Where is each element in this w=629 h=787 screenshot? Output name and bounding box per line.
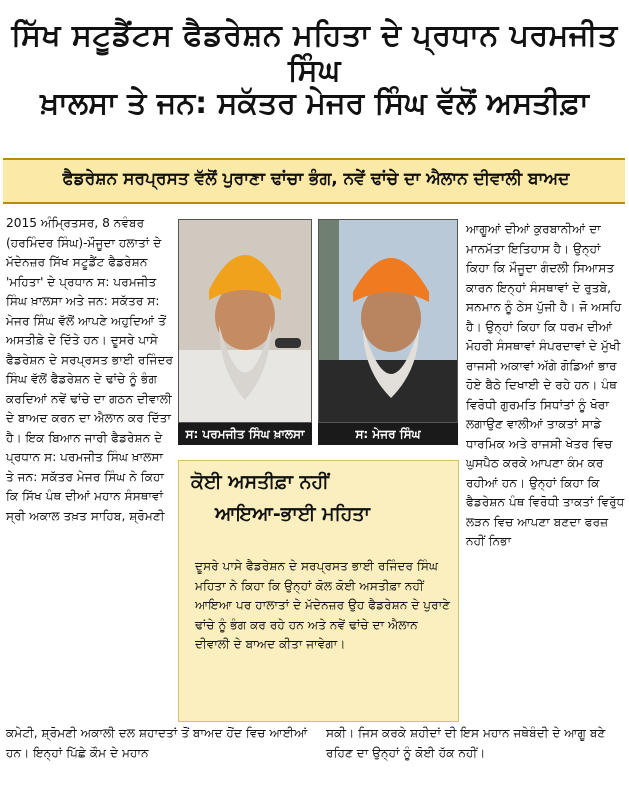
photo-caption-2: ਸ: ਮੇਜਰ ਸਿੰਘ (318, 423, 458, 445)
photo-caption-1: ਸ: ਪਰਮਜੀਤ ਸਿੰਘ ਖ਼ਾਲਸਾ (178, 423, 312, 445)
subheadline-bar (3, 158, 625, 204)
subheadline: ਫੈਡਰੇਸ਼ਨ ਸਰਪ੍ਰਸਤ ਵੱਲੋਂ ਪੁਰਾਣਾ ਢਾਂਚਾ ਭੰਗ, ਨਵੇਂ ਢਾਂਚੇ ਦਾ ਐਲਾਨ ਦੀਵਾਲੀ ਬਾਅਦ (62, 169, 570, 189)
headline (0, 0, 629, 152)
headline-line-1: ਸਿੱਖ ਸਟੂਡੈਂਟਸ ਫੈਡਰੇਸ਼ਨ ਮਹਿਤਾ ਦੇ ਪ੍ਰਧਾਨ ਪਰਮਜੀਤ ਸਿੰਘ (11, 18, 618, 88)
inset-heading-line-2: ਆਇਆ-ਭਾਈ ਮਹਿਤਾ (215, 503, 370, 525)
photo-paramjit-singh (178, 219, 312, 423)
bottom-left-text: ਕਮੇਟੀ, ਸ਼੍ਰੋਮਣੀ ਅਕਾਲੀ ਦਲ ਸ਼ਹਾਦਤਾਂ ਤੋਂ ਬਾਅਦ ਹੋਂਦ ਵਿਚ ਆਈਆਂ ਹਨ। ਇਨ੍ਹਾਂ ਪਿੱਛੇ ਕੌਮ ਦੇ ਮਹਾਨ (6, 726, 308, 760)
left-column-text: 2015 ਅੰਮ੍ਰਿਤਸਰ, 8 ਨਵੰਬਰ (ਹਰਮਿੰਦਰ ਸਿੰਘ)-ਮੌਜੂਦਾ ਹਲਾਤਾਂ ਦੇ ਮੱਦੇਨਜ਼ਰ ਸਿੱਖ ਸਟੂਡੈਂਟ ਫੈਡਰੇਸ਼ਨ 'ਮਹਿਤਾ' ਦੇ ਪ੍ਰਧਾਨ ਸ: ਪਰਮਜੀਤ ਸਿੰਘ ਖ਼ਾਲਸਾ ਅਤੇ ਜਨ: ਸਕੱਤਰ ਸ: ਮੇਜਰ ਸਿੰਘ ਵੱਲੋਂ ਆਪਣੇ ਅਹੁਦਿਆਂ ਤੋਂ ਅਸਤੀਫ਼ੇ ਦੇ ਦਿੱਤੇ ਹਨ। ਦੂਸਰੇ ਪਾਸੇ ਫੈਡਰੇਸ਼ਨ ਦੇ ਸਰਪ੍ਰਸਤ ਭਾਈ ਰਜਿੰਦਰ ਸਿੰਘ ਵੱਲੋਂ ਫੈਡਰੇਸ਼ਨ ਦੇ ਢਾਂਚੇ ਨੂੰ ਭੰਗ ਕਰਦਿਆਂ ਨਵੇਂ ਢਾਂਚੇ ਦਾ ਗਠਨ ਦੀਵਾਲੀ ਦੇ ਬਾਅਦ ਕਰਨ ਦਾ ਐਲਾਨ ਕਰ ਦਿੱਤਾ ਹੈ। ਇਕ ਬਿਆਨ ਜਾਰੀ ਫੈਡਰੇਸ਼ਨ ਦੇ ਪ੍ਰਧਾਨ ਸ: ਪਰਮਜੀਤ ਸਿੰਘ ਖ਼ਾਲਸਾ ਤੇ ਜਨ: ਸਕੱਤਰ ਮੇਜਰ ਸਿੰਘ ਨੇ ਕਿਹਾ ਕਿ ਸਿੱਖ ਪੰਥ ਦੀਆਂ ਮਹਾਨ ਸੰਸਥਾਵਾਂ ਸ੍ਰੀ ਅਕਾਲ ਤਖ਼ਤ ਸਾਹਿਬ, ਸ਼੍ਰੋਮਣੀ (6, 216, 174, 523)
right-column-text: ਆਗੂਆਂ ਦੀਆਂ ਕੁਰਬਾਨੀਆਂ ਦਾ ਮਾਨਮੱਤਾ ਇਤਿਹਾਸ ਹੈ। ਉਨ੍ਹਾਂ ਕਿਹਾ ਕਿ ਮੌਜੂਦਾ ਗੰਦਲੀ ਸਿਆਸਤ ਕਾਰਨ ਇਨ੍ਹਾਂ ਸੰਸਥਾਵਾਂ ਦੇ ਰੁਤਬੇ, ਸਨਮਾਨ ਨੂੰ ਠੇਸ ਪੁੱਜੀ ਹੈ। ਜੋ ਅਸਹਿ ਹੈ। ਉਨ੍ਹਾਂ ਕਿਹਾ ਕਿ ਧਰਮ ਦੀਆਂ ਮੋਹਰੀ ਸੰਸਥਾਵਾਂ ਸੰਪਰਦਾਵਾਂ ਦੇ ਮੁੱਖੀ ਰਾਜਸੀ ਅਕਾਵਾਂ ਅੱਗੇ ਗੋਡਿਆਂ ਭਾਰ ਹੋਏ ਬੈਠੇ ਦਿਖਾਈ ਦੇ ਰਹੇ ਹਨ। ਪੰਥ ਵਿਰੋਧੀ ਗੁਰਮਤਿ ਸਿਧਾਂਤਾਂ ਨੂੰ ਖੋਰਾ ਲਗਾਉਣ ਵਾਲੀਆਂ ਤਾਕਤਾਂ ਸਾਡੇ ਧਾਰਮਿਕ ਅਤੇ ਰਾਜਸੀ ਖੇਤਰ ਵਿਚ ਘੁਸਪੈਠ ਕਰਕੇ ਆਪਣਾ ਕੰਮ ਕਰ ਰਹੀਆਂ ਹਨ। ਉਨ੍ਹਾਂ ਕਿਹਾ ਕਿ ਫੈਡਰੇਸ਼ਨ ਪੰਥ ਵਿਰੋਧੀ ਤਾਕਤਾਂ ਵਿਰੁੱਧ ਲੜਨ ਵਿਚ ਆਪਣਾ ਬਣਦਾ ਫਰਜ਼ ਨਹੀਂ ਨਿਭਾ (466, 222, 625, 548)
inset-heading-line-1: ਕੋਈ ਅਸਤੀਫ਼ਾ ਨਹੀਂ (191, 471, 329, 493)
bottom-right-text: ਸਕੀ। ਜਿਸ ਕਰਕੇ ਸ਼ਹੀਦਾਂ ਦੀ ਇਸ ਮਹਾਨ ਜਥੇਬੰਦੀ ਦੇ ਆਗੂ ਬਣੇ ਰਹਿਣ ਦਾ ਉਨ੍ਹਾਂ ਨੂੰ ਕੋਈ ਹੱਕ ਨਹੀਂ। (326, 726, 606, 760)
inset-text: ਦੂਸਰੇ ਪਾਸੇ ਫੈਡਰੇਸ਼ਨ ਦੇ ਸਰਪ੍ਰਸਤ ਭਾਈ ਰਜਿੰਦਰ ਸਿੰਘ ਮਹਿਤਾ ਨੇ ਕਿਹਾ ਕਿ ਉਨ੍ਹਾਂ ਕੋਲ ਕੋਈ ਅਸਤੀਫ਼ਾ ਨਹੀਂ ਆਇਆ ਪਰ ਹਾਲਾਤਾਂ ਦੇ ਮੱਦੇਨਜ਼ਰ ਉਹ ਫੈਡਰੇਸ਼ਨ ਦੇ ਪੁਰਾਣੇ ਢਾਂਚੇ ਨੂੰ ਭੰਗ ਕਰ ਰਹੇ ਹਨ ਅਤੇ ਨਵੇਂ ਢਾਂਚੇ ਦਾ ਐਲਾਨ ਦੀਵਾਲੀ ਦੇ ਬਾਅਦ ਕੀਤਾ ਜਾਵੇਗਾ। (195, 559, 451, 651)
right-column (466, 220, 626, 552)
headline-line-2: ਖ਼ਾਲਸਾ ਤੇ ਜਨ: ਸਕੱਤਰ ਮੇਜਰ ਸਿੰਘ ਵੱਲੋਂ ਅਸਤੀਫ਼ਾ (40, 86, 589, 121)
portrait-1-image (179, 220, 311, 422)
inset-box (178, 460, 459, 722)
left-column (6, 214, 174, 526)
portrait-2-image (319, 220, 457, 422)
photo-major-singh (318, 219, 458, 423)
